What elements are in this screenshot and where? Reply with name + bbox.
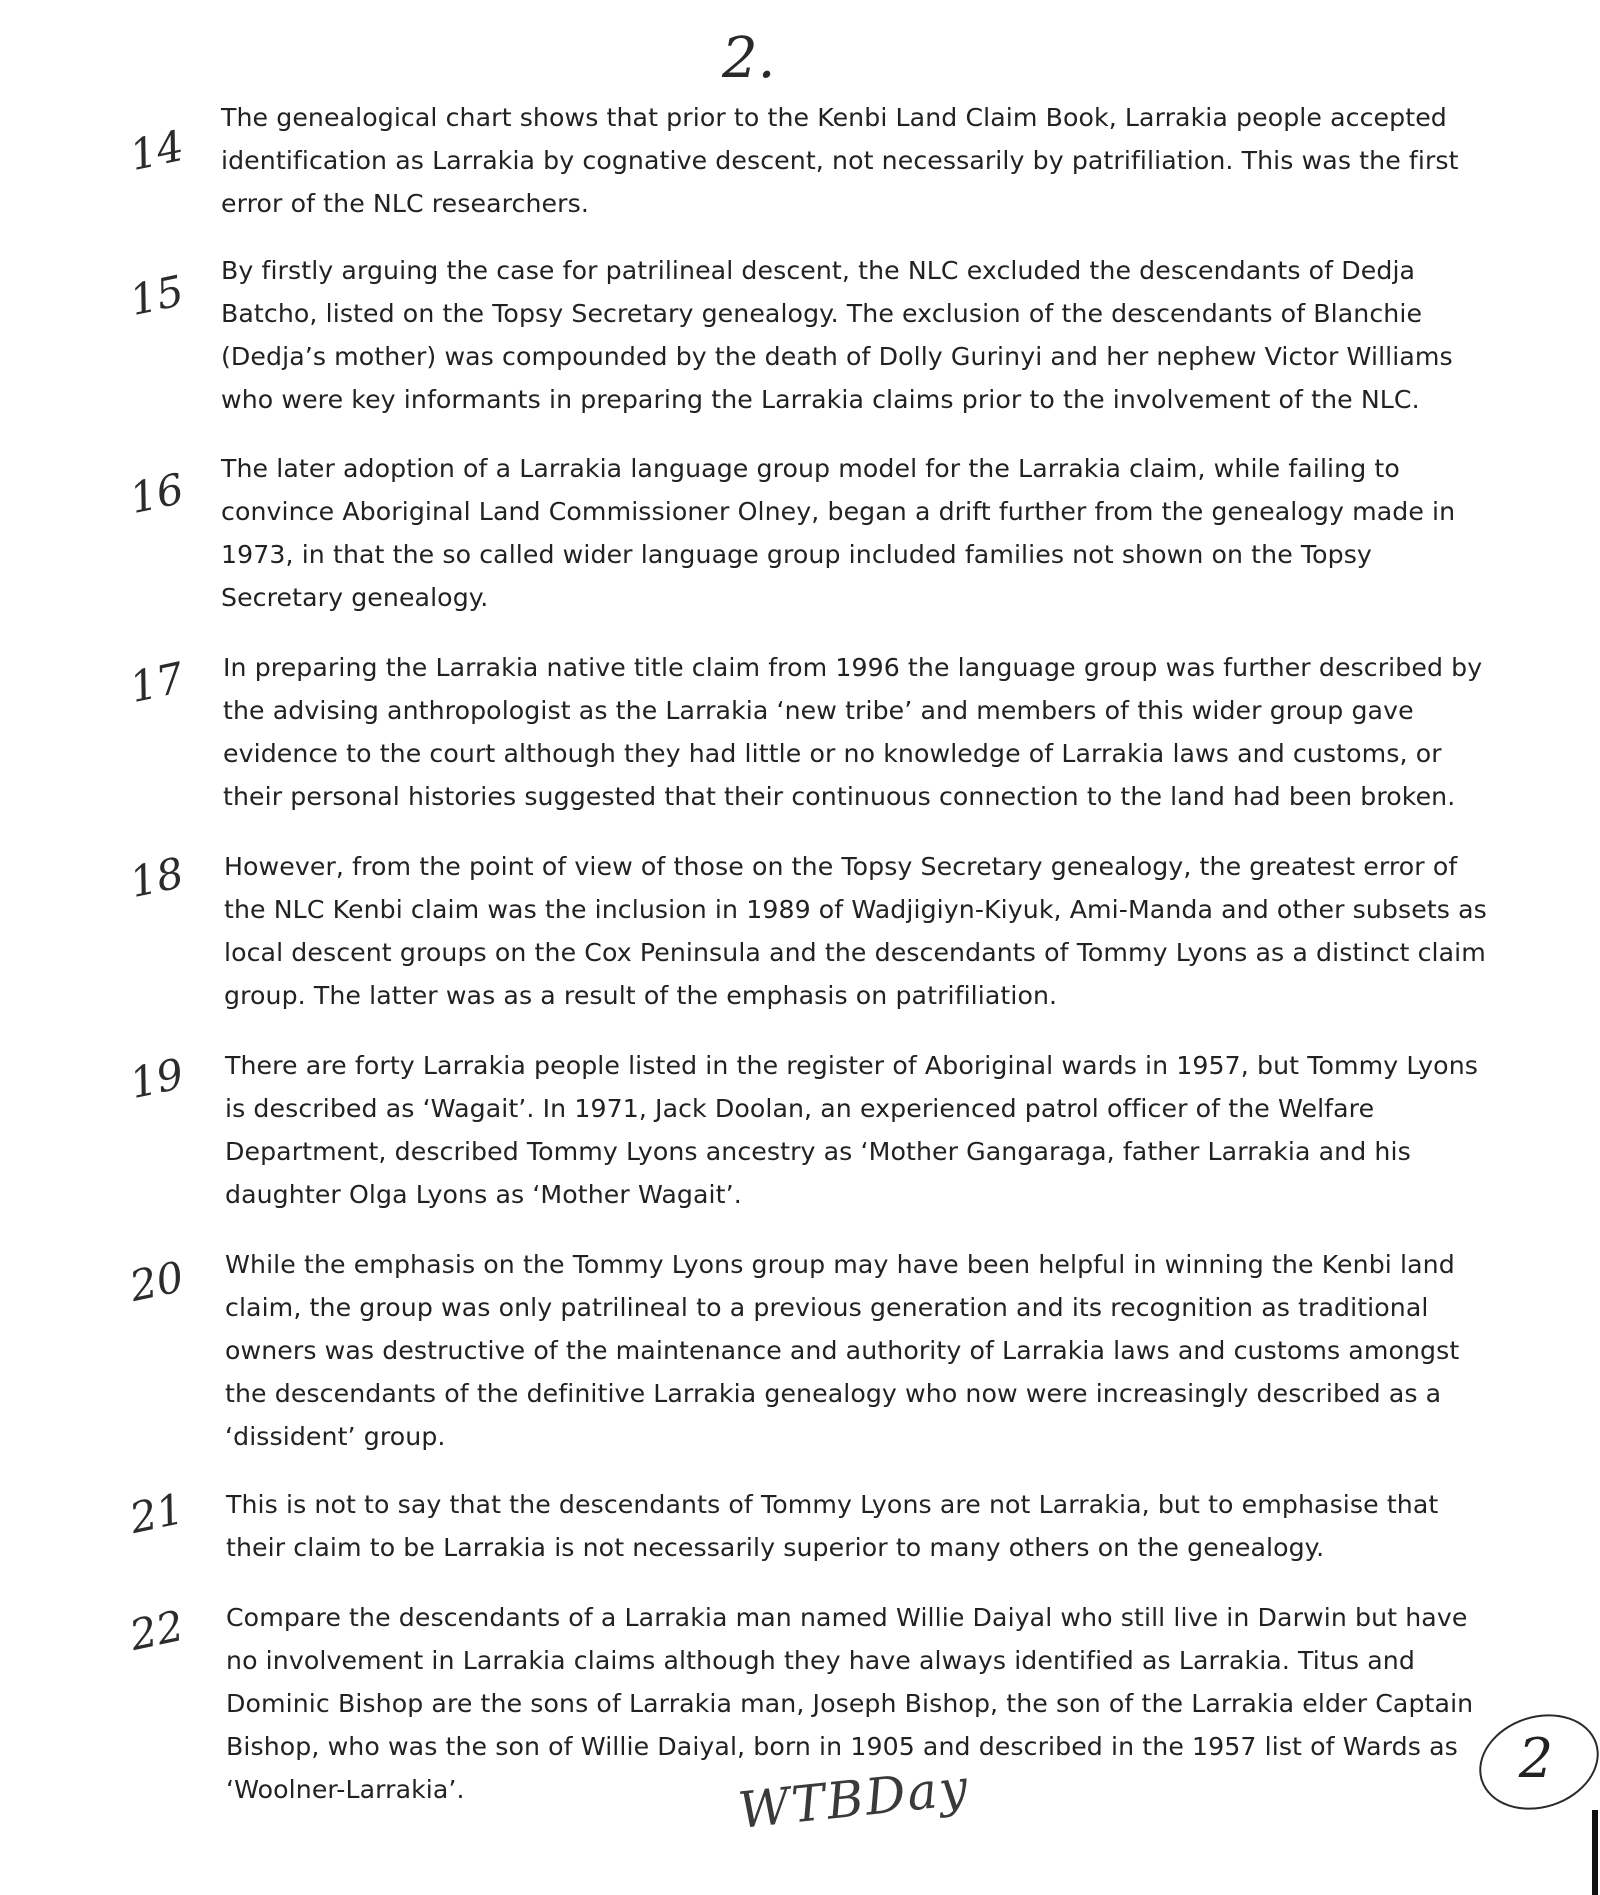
page-number-handwritten: 2.	[722, 26, 776, 91]
paragraph-text: The later adoption of a Larrakia language group model for the Larrakia claim, while failing to convince Aboriginal Land Commissioner Olney, began a drift further from the genealogy made in 1973, in that the so called wider language group included families not shown on the Topsy Secretary genealogy.	[221, 454, 1456, 612]
paragraph-number: 15	[125, 265, 188, 326]
paragraph-text: While the emphasis on the Tommy Lyons group may have been helpful in winning the Kenbi land claim, the group was only patrilineal to a previous generation and its recognition as traditional owners was destructive of the maintenance and authority of Larrakia laws and customs amongst the descendants of the definitive Larrakia genealogy who now were increasingly described as a ‘dissident’ group.	[225, 1250, 1460, 1451]
paragraph-number: 14	[125, 120, 188, 181]
paragraph-number: 21	[125, 1483, 188, 1544]
circled-page-number-text: 2	[1518, 1726, 1554, 1790]
paragraph-text: By firstly arguing the case for patrilineal descent, the NLC excluded the descendants of Dedja Batcho, listed on the Topsy Secretary genealogy. The exclusion of the descendants of Blanchie (Dedja’s mother) was compounded by the death of Dolly Gurinyi and her nephew Victor Williams who were key informants in preparing the Larrakia claims prior to the involvement of the NLC.	[221, 256, 1453, 414]
paragraph-number: 22	[125, 1600, 188, 1661]
paragraph-number: 19	[125, 1048, 188, 1109]
paragraph-number: 16	[125, 463, 188, 524]
paragraph-number: 17	[125, 652, 188, 713]
paragraph-number: 18	[125, 847, 188, 908]
paragraph-text: In preparing the Larrakia native title claim from 1996 the language group was further described by the advising anthropologist as the Larrakia ‘new tribe’ and members of this wider group gave evidence to the court although they had little or no knowledge of Larrakia laws and customs, or their personal histories suggested that their continuous connection to the land had been broken.	[223, 653, 1483, 811]
paragraph-text: Compare the descendants of a Larrakia man named Willie Daiyal who still live in Darwin but have no involvement in Larrakia claims although they have always identified as Larrakia. Titus and Dominic Bishop are the sons of Larrakia man, Joseph Bishop, the son of the Larrakia elder Captain Bishop, who was the son of Willie Daiyal, born in 1905 and described in the 1957 list of Wards as ‘Woolner-Larrakia’.	[226, 1603, 1474, 1804]
handwritten-signature: WTBDay	[735, 1758, 973, 1840]
paragraph-number: 20	[125, 1251, 188, 1312]
paragraph-text: However, from the point of view of those on the Topsy Secretary genealogy, the greatest error of the NLC Kenbi claim was the inclusion in 1989 of Wadjigiyn-Kiyuk, Ami-Manda and other subsets as local descent groups on the Cox Peninsula and the descendants of Tommy Lyons as a distinct claim group. The latter was as a result of the emphasis on patrifiliation.	[224, 852, 1487, 1010]
paragraph-text: There are forty Larrakia people listed in the register of Aboriginal wards in 1957, but Tommy Lyons is described as ‘Wagait’. In 1971, Jack Doolan, an experienced patrol officer of the Welfare Department, described Tommy Lyons ancestry as ‘Mother Gangaraga, father Larrakia and his daughter Olga Lyons as ‘Mother Wagait’.	[225, 1051, 1478, 1209]
scan-edge-mark	[1592, 1810, 1598, 1895]
paragraph-text: The genealogical chart shows that prior to the Kenbi Land Claim Book, Larrakia people accepted identification as Larrakia by cognative descent, not necessarily by patrifiliation. This was the first error of the NLC researchers.	[221, 103, 1459, 218]
paragraph-text: This is not to say that the descendants of Tommy Lyons are not Larrakia, but to emphasise that their claim to be Larrakia is not necessarily superior to many others on the genealogy.	[226, 1490, 1439, 1562]
